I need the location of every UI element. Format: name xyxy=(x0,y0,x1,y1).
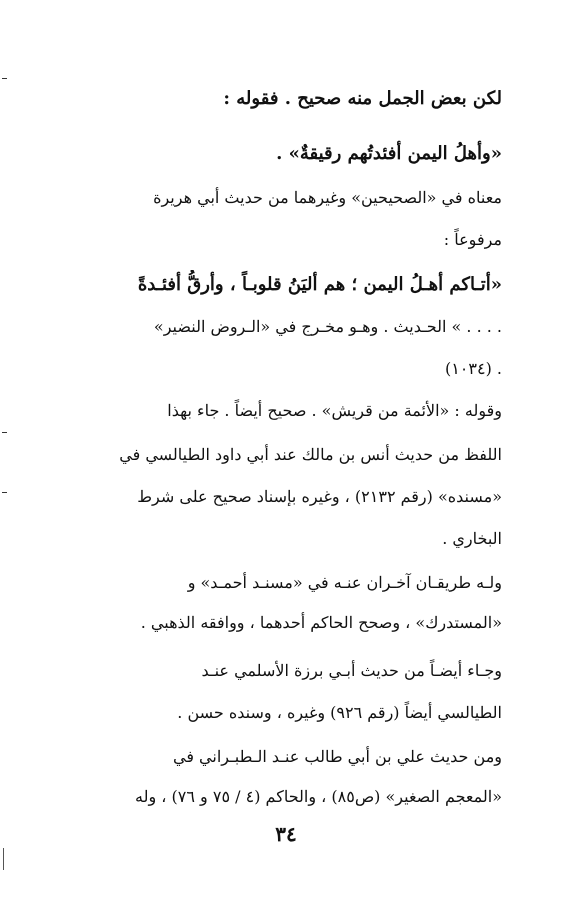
text-line-3: معناه في «الصحيحين» وغيرهما من حديث أبي هريرة xyxy=(153,188,502,207)
text-line-2: «وأهلُ اليمن أفئدتُهم رقيقةٌ» . xyxy=(276,143,502,164)
text-line-9: اللفظ من حديث أنس بن مالك عند أبي داود الطيالسي في xyxy=(119,445,502,464)
text-line-13: «المستدرك» ، وصحح الحاكم أحدهما ، ووافقه الذهبي . xyxy=(140,613,502,632)
margin-mark xyxy=(3,848,4,870)
text-line-6: . . . . » الحـديث . وهـو مخـرج في «الـروض النضير» xyxy=(153,317,502,336)
page-number: ٣٤ xyxy=(275,822,297,846)
text-line-8: وقوله : «الأئمة من قريش» . صحيح أيضاً . جاء بهذا xyxy=(167,401,502,420)
text-line-1: لكن بعض الجمل منه صحيح . فقوله : xyxy=(223,88,502,109)
text-line-15: الطيالسي أيضاً (رقم ٩٢٦) وغيره ، وسنده حسن . xyxy=(177,703,502,722)
text-line-14: وجـاء أيضـاً من حديث أبـي برزة الأسلمي عنـد xyxy=(201,661,502,680)
text-line-11: البخاري . xyxy=(442,529,502,548)
text-line-12: ولـه طريقـان آخـران عنـه في «مسنـد أحمـد» و xyxy=(187,573,502,592)
text-line-16: ومن حديث علي بن أبي طالب عنـد الـطبـراني في xyxy=(172,747,502,766)
text-line-7: . (١٠٣٤) xyxy=(444,359,502,378)
margin-mark xyxy=(2,432,7,433)
margin-mark xyxy=(2,78,7,79)
text-line-17: «المعجم الصغير» (ص٨٥) ، والحاكم (٤ / ٧٥ و ٧٦) ، وله xyxy=(135,787,502,806)
margin-mark xyxy=(2,492,7,493)
text-line-5: «أتـاكم أهـلُ اليمن ؛ هم أليَنُ قلوبـاً ، وأرقُّ أفئـدةً xyxy=(137,274,502,295)
text-line-10: «مسنده» (رقم ٢١٣٢) ، وغيره بإسناد صحيح على شرط xyxy=(137,487,502,506)
text-line-4: مرفوعاً : xyxy=(443,230,502,249)
